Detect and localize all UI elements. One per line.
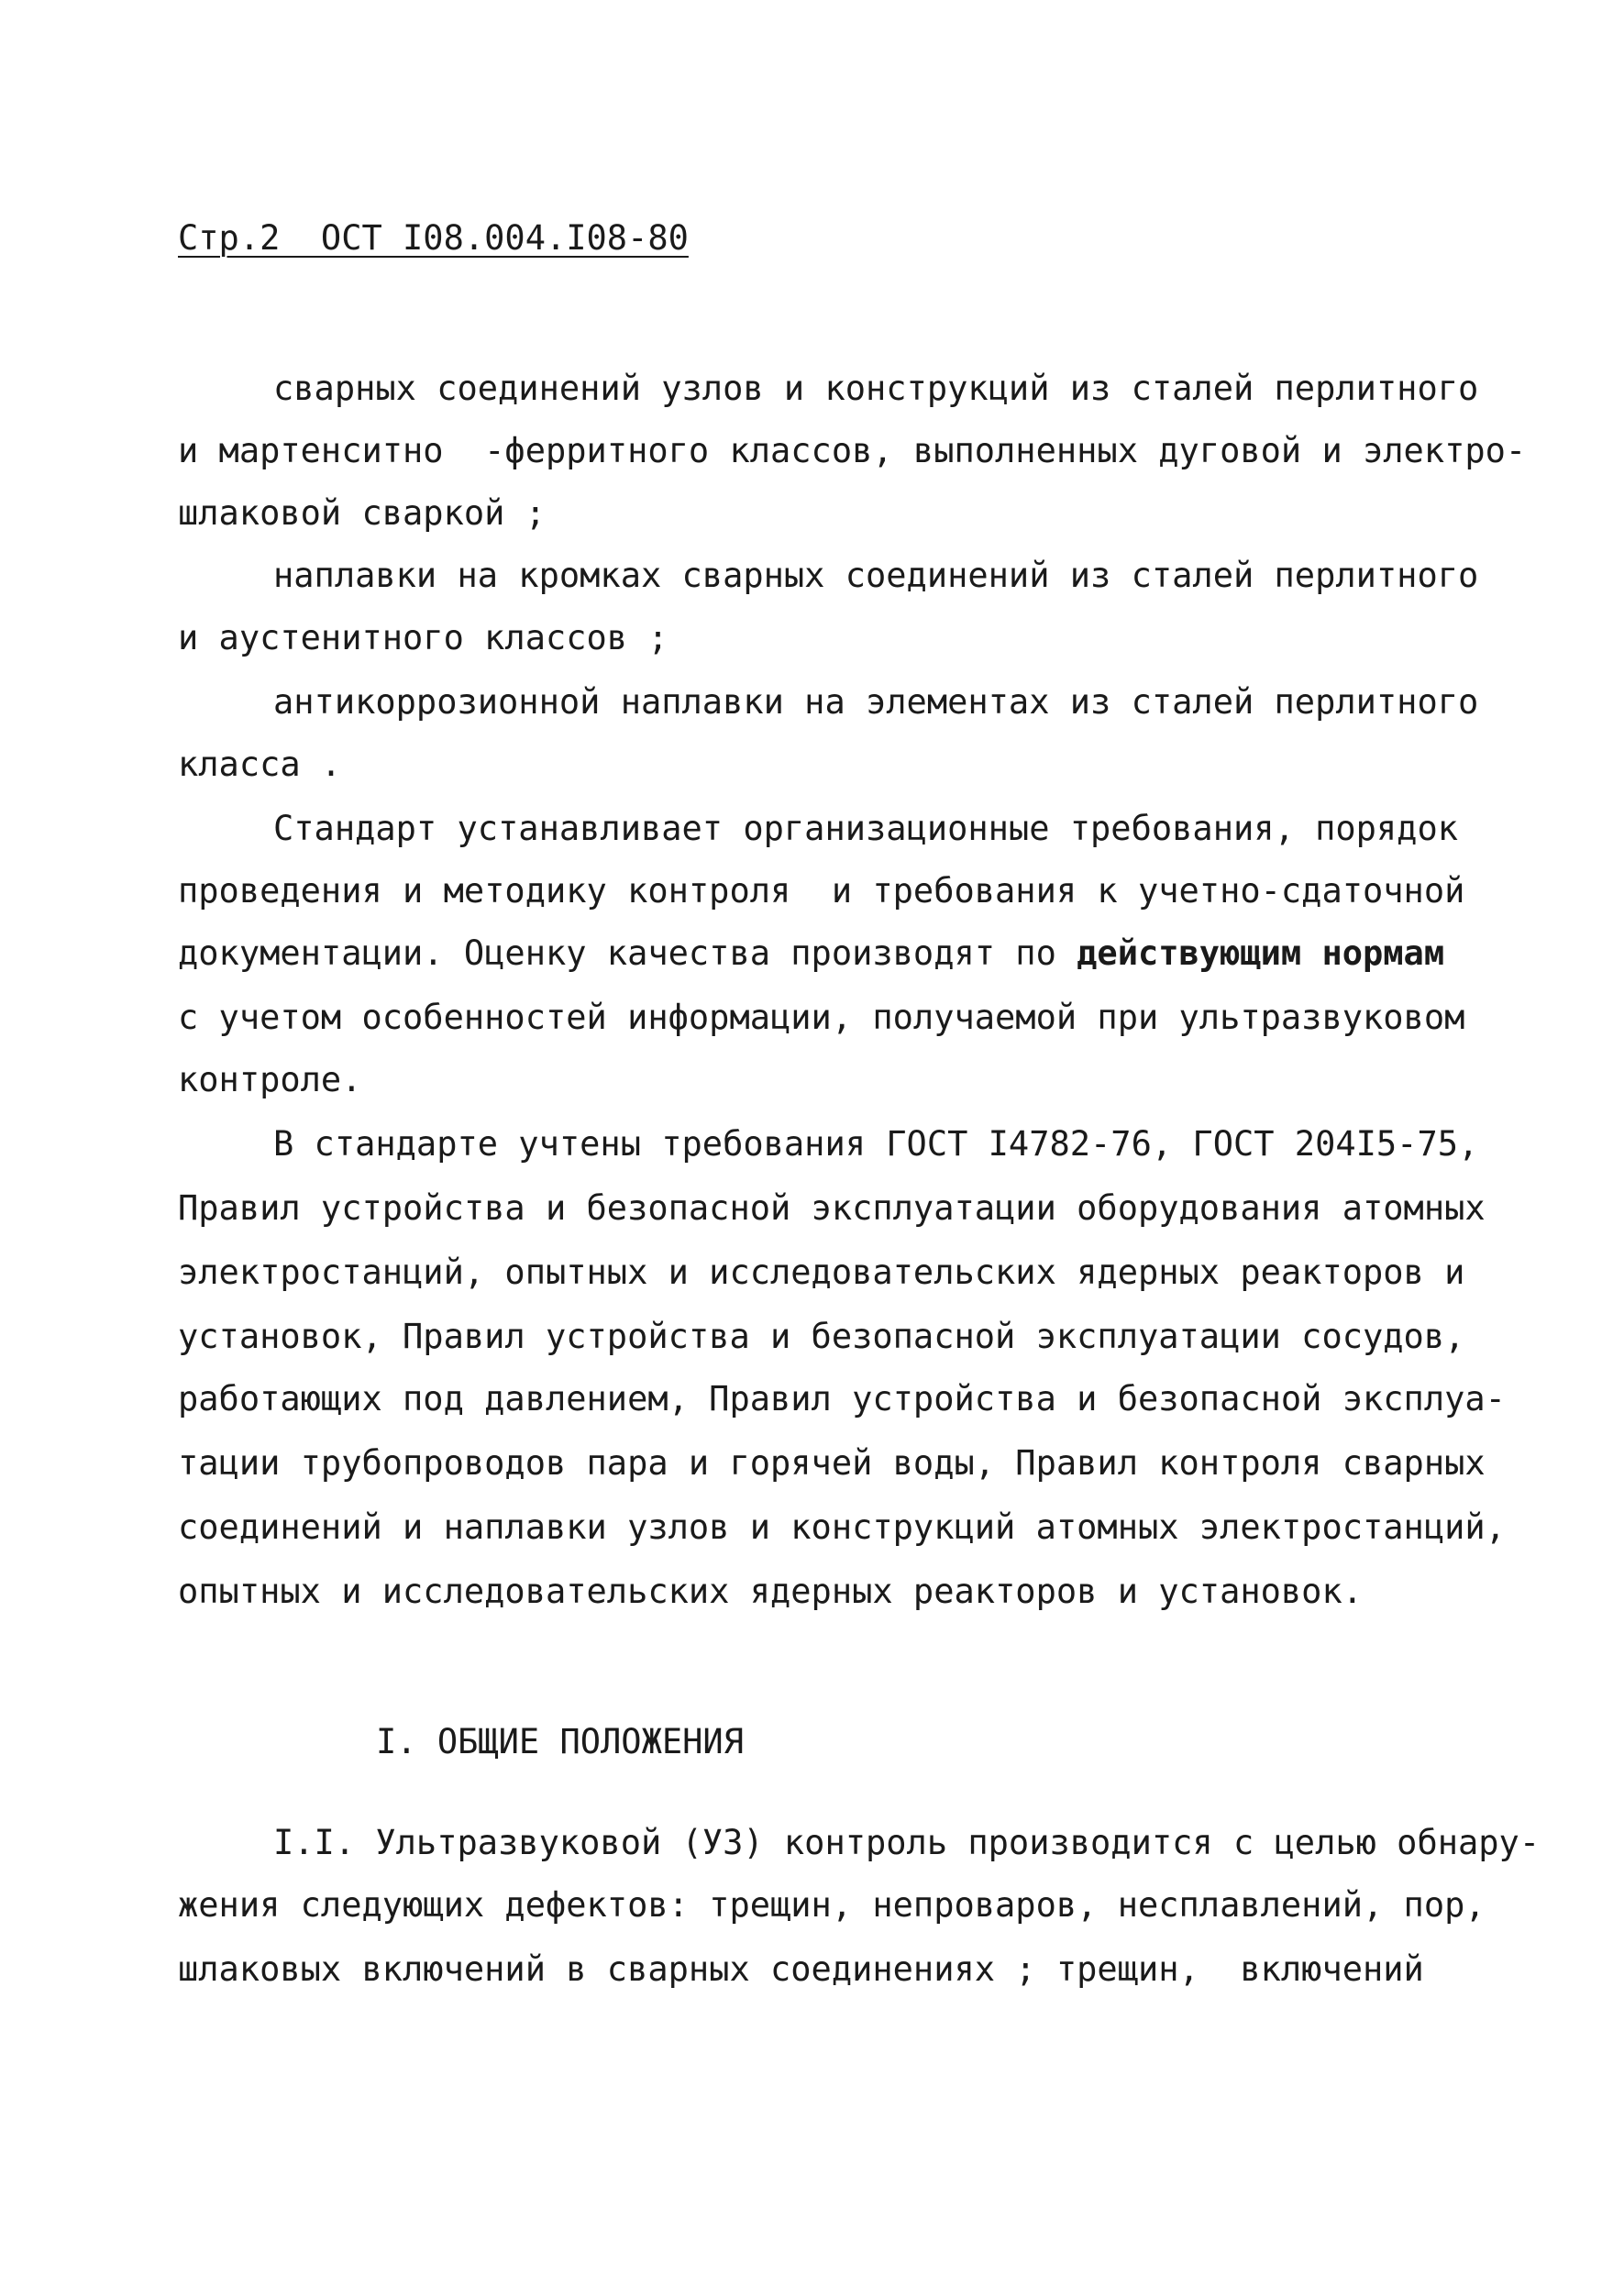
text-line: и мартенситно -ферритного классов, выполненных дуговой и электро- <box>178 431 1527 470</box>
page-header: Стр.2 ОСТ I08.004.I08-80 <box>178 218 689 258</box>
text-line: Стандарт устанавливает организационные требования, порядок <box>273 809 1459 848</box>
text-line: сварных соединений узлов и конструкций из сталей перлитного <box>273 369 1479 408</box>
text-line: контроле. <box>178 1060 362 1099</box>
text-line: электростанций, опытных и исследовательских ядерных реакторов и <box>178 1253 1465 1292</box>
text-line: жения следующих дефектов: трещин, непроваров, несплавлений, пор, <box>178 1885 1486 1925</box>
text-line: соединений и наплавки узлов и конструкций атомных электростанций, <box>178 1507 1506 1547</box>
text-line-part: документации. Оценку качества производят по <box>178 933 1077 973</box>
text-line: шлаковых включений в сварных соединениях ; трещин, включений <box>178 1949 1424 1989</box>
text-line: наплавки на кромках сварных соединений из сталей перлитного <box>273 556 1479 595</box>
text-line: опытных и исследовательских ядерных реакторов и установок. <box>178 1572 1364 1611</box>
text-line: с учетом особенностей информации, получаемой при ультразвуковом <box>178 998 1465 1037</box>
section-title: I. ОБЩИЕ ПОЛОЖЕНИЯ <box>376 1722 744 1761</box>
text-line <box>178 932 1444 976</box>
text-line: проведения и методику контроля и требования к учетно-сдаточной <box>178 871 1465 911</box>
text-line: В стандарте учтены требования ГОСТ I4782-76, ГОСТ 204I5-75, <box>273 1124 1479 1164</box>
text-line: I.I. Ультразвуковой (УЗ) контроль производится с целью обнару- <box>273 1823 1541 1862</box>
text-line: шлаковой сваркой ; <box>178 493 546 533</box>
text-line: работающих под давлением, Правил устройства и безопасной эксплуа- <box>178 1379 1506 1418</box>
text-line: и аустенитного классов ; <box>178 618 668 657</box>
bold-phrase: действующим нормам <box>1077 933 1445 973</box>
text-line: класса . <box>178 745 342 784</box>
text-line: Правил устройства и безопасной эксплуатации оборудования атомных <box>178 1188 1486 1228</box>
text-line: установок, Правил устройства и безопасной эксплуатации сосудов, <box>178 1317 1465 1356</box>
text-line: антикоррозионной наплавки на элементах из сталей перлитного <box>273 682 1479 722</box>
text-line: тации трубопроводов пара и горячей воды, Правил контроля сварных <box>178 1443 1486 1483</box>
